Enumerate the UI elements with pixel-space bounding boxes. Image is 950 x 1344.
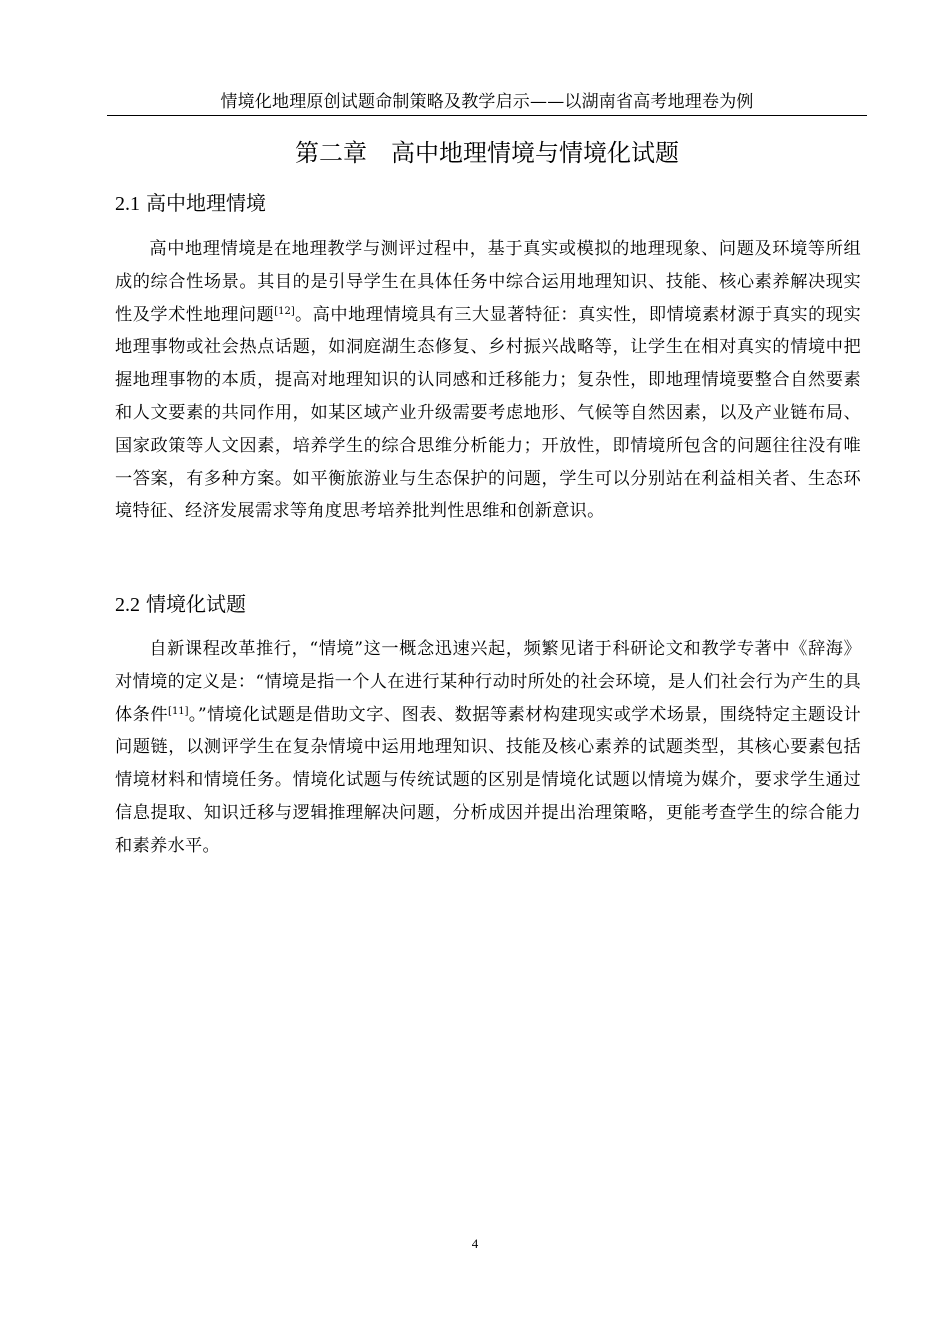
paragraph-text: 高中地理情境是在地理教学与测评过程中，基于真实或模拟的地理现象、问题及环境等所组成的综合性场景。其目的是引导学生在具体任务中综合运用地理知识、技能、核心素养解决现实性及学术性地理问题 xyxy=(115,239,861,325)
header-rule xyxy=(107,115,867,116)
section-heading-2-1 xyxy=(115,189,855,218)
running-header: 情境化地理原创试题命制策略及教学启示——以湖南省高考地理卷为例 xyxy=(220,92,754,112)
section-number: 2.1 xyxy=(115,193,140,215)
page-number: 4 xyxy=(471,1236,479,1251)
paragraph-text: 自新课程改革推行，“情境”这一概念迅速兴起，频繁见诸于科研论文和教学专著中《辞海》对情境的定义是：“情境是指一个人在进行某种行动时所处的社会环境，是人们社会行为产生的具体条件 xyxy=(115,639,861,725)
paragraph-text: 。”情境化试题是借助文字、图表、数据等素材构建现实或学术场景，围绕特定主题设计问题链，以测评学生在复杂情境中运用地理知识、技能及核心素养的试题类型，其核心要素包括情境材料和情境任务。情境化试题与传统试题的区别是情境化试题以情境为媒介，要求学生通过信息提取、知识迁移与逻辑推理解决问题，分析成因并提出治理策略，更能考查学生的综合能力和素养水平。 xyxy=(115,704,862,856)
paragraph-text: 。高中地理情境具有三大显著特征：真实性，即情境素材源于真实的现实地理事物或社会热点话题，如洞庭湖生态修复、乡村振兴战略等，让学生在相对真实的情境中把握地理事物的本质，提高对地理知识的认同感和迁移能力；复杂性，即地理情境要整合自然要素和人文要素的共同作用，如某区域产业升级需要考虑地形、气候等自然因素，以及产业链布局、国家政策等人文因素，培养学生的综合思维分析能力；开放性，即情境所包含的问题往往没有唯一答案，有多种方案。如平衡旅游业与生态保护的问题，学生可以分别站在利益相关者、生态环境特征、经济发展需求等角度思考培养批判性思维和创新意识。 xyxy=(115,304,861,522)
chapter-title: 第二章 高中地理情境与情境化试题 xyxy=(295,139,679,167)
section-number: 2.2 xyxy=(115,594,140,616)
body-paragraph-2-2 xyxy=(115,633,861,863)
body-paragraph-2-1 xyxy=(115,233,861,528)
section-title: 情境化试题 xyxy=(146,592,246,616)
citation-11: [11] xyxy=(168,705,189,717)
section-title: 高中地理情境 xyxy=(146,191,266,215)
section-heading-2-2 xyxy=(115,590,855,619)
citation-12: [12] xyxy=(274,305,295,317)
